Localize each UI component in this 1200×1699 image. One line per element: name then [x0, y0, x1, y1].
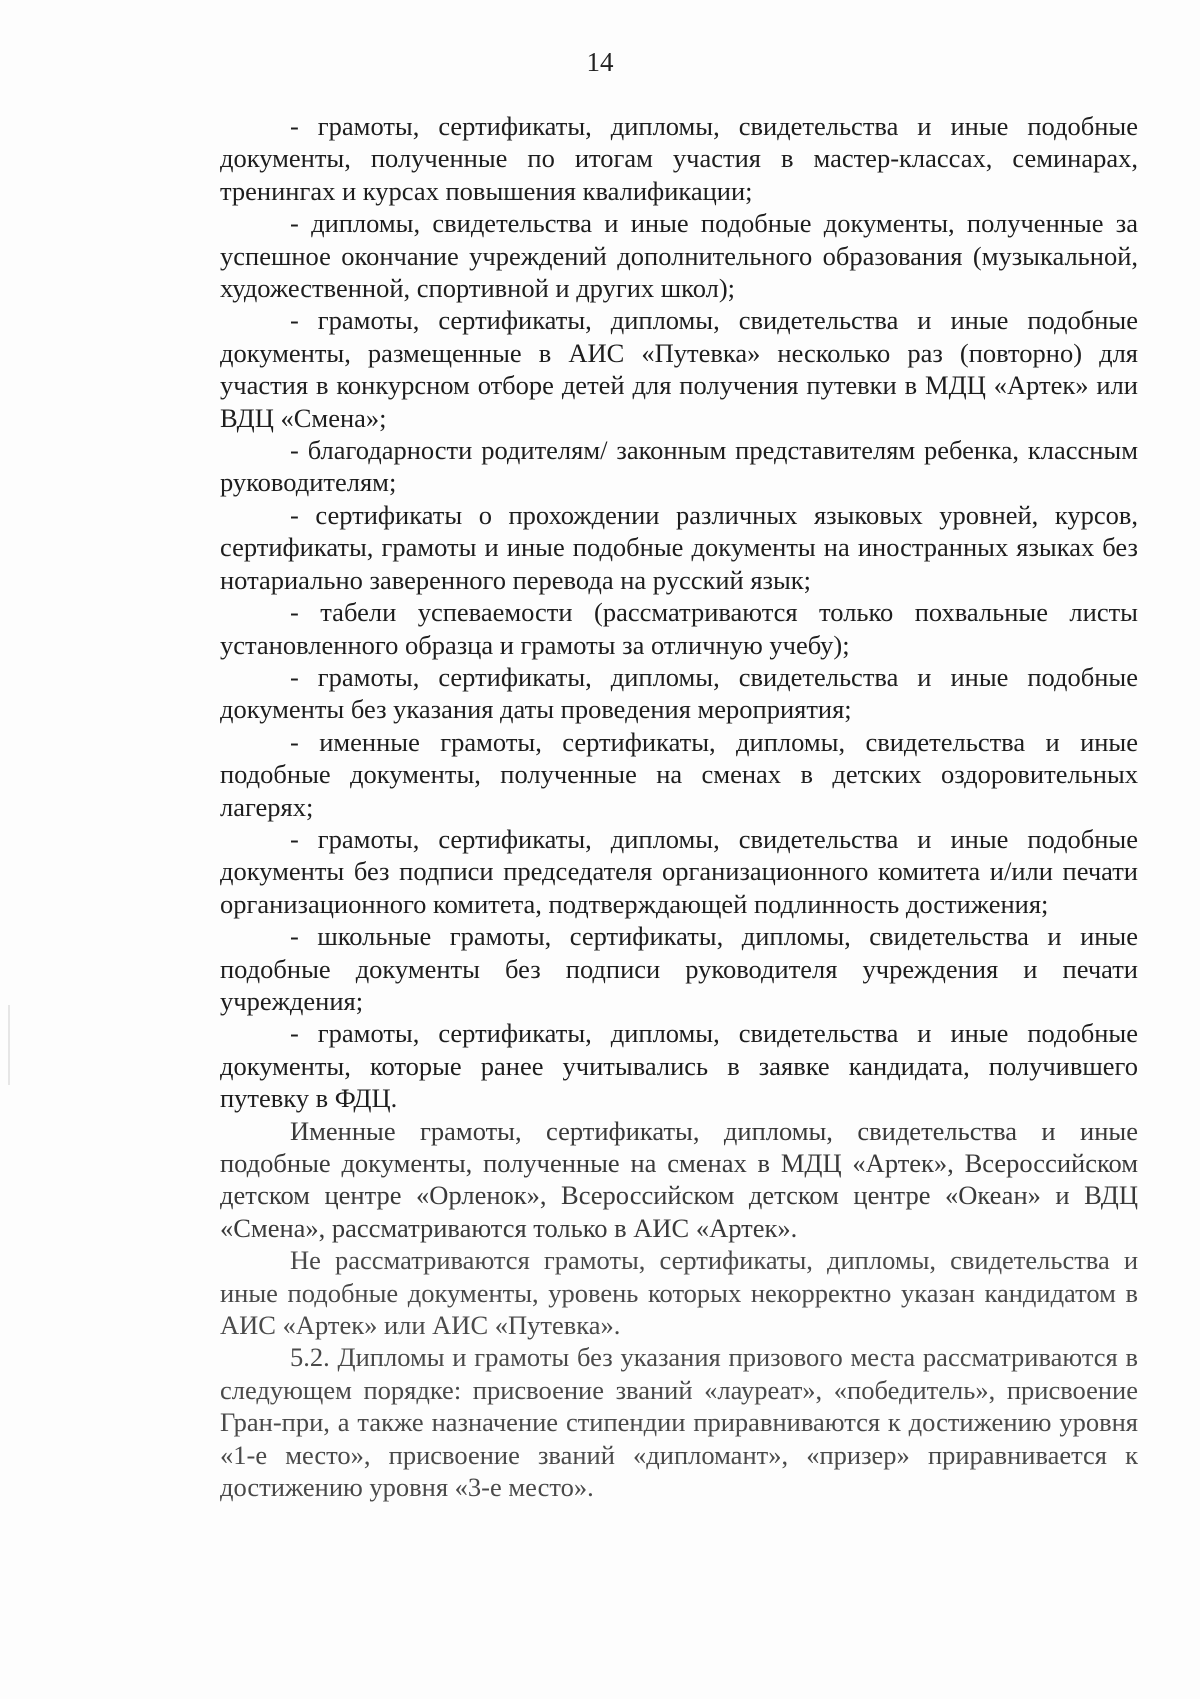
scan-margin-mark	[8, 1005, 10, 1085]
paragraph-section-5-2: 5.2. Дипломы и грамоты без указания призового места рассматриваются в следующем порядке: присвоение званий «лауреат», «победитель», присвоение Гран-при, а также назначение стипендии приравниваются к достижению уровня «1-е место», присвоение званий «дипломант», «призер» приравнивается к достижению уровня «3-е место».	[220, 1342, 1138, 1503]
list-item-no-signature-committee: - грамоты, сертификаты, дипломы, свидетельства и иные подобные документы без подписи председателя организационного комитета и/или печати организационного комитета, подтверждающей подлинность достижения;	[220, 823, 1138, 919]
list-item-school-documents: - школьные грамоты, сертификаты, дипломы, свидетельства и иные подобные документы без подписи руководителя учреждения и печати учреждения;	[220, 921, 1138, 1016]
list-item-language-certificates: - сертификаты о прохождении различных языковых уровней, курсов, сертификаты, грамоты и иные подобные документы на иностранных языках без нотариально заверенного перевода на русский язык;	[220, 499, 1138, 595]
paragraph-named-documents: Именные грамоты, сертификаты, дипломы, свидетельства и иные подобные документы, полученные на сменах в МДЦ «Артек», Всероссийском детском центре «Орленок», Всероссийском детском центре «Океан» и ВДЦ «Смена», рассматриваются только в АИС «Артек».	[220, 1115, 1138, 1243]
paragraph-incorrect-level: Не рассматриваются грамоты, сертификаты, дипломы, свидетельства и иные подобные документы, уровень которых некорректно указан кандидатом в АИС «Артек» или АИС «Путевка».	[220, 1245, 1138, 1341]
list-item-gratitude-letters: - благодарности родителям/ законным представителям ребенка, классным руководителям;	[220, 435, 1138, 498]
list-item-master-classes: - грамоты, сертификаты, дипломы, свидетельства и иные подобные документы, полученные по итогам участия в мастер-классах, семинарах, тренингах и курсах повышения квалификации;	[220, 111, 1138, 206]
list-item-camp-documents: - именные грамоты, сертификаты, дипломы, свидетельства и иные подобные документы, полученные на сменах в детских оздоровительных лагерях;	[220, 726, 1138, 822]
document-body	[220, 110, 1138, 1503]
list-item-report-cards: - табели успеваемости (рассматриваются только похвальные листы установленного образца и грамоты за отличную учебу);	[220, 597, 1138, 660]
list-item-repeated-documents: - грамоты, сертификаты, дипломы, свидетельства и иные подобные документы, размещенные в АИС «Путевка» несколько раз (повторно) для участия в конкурсном отборе детей для получения путевки в МДЦ «Артек» или ВДЦ «Смена»;	[220, 305, 1138, 433]
list-item-no-date: - грамоты, сертификаты, дипломы, свидетельства и иные подобные документы без указания даты проведения мероприятия;	[220, 661, 1138, 725]
list-item-previously-counted: - грамоты, сертификаты, дипломы, свидетельства и иные подобные документы, которые ранее учитывались в заявке кандидата, получившего путевку в ФДЦ.	[220, 1018, 1138, 1114]
page-number: 14	[586, 47, 614, 77]
list-item-additional-education: - дипломы, свидетельства и иные подобные документы, полученные за успешное окончание учреждений дополнительного образования (музыкальной, художественной, спортивной и других школ);	[220, 208, 1138, 304]
